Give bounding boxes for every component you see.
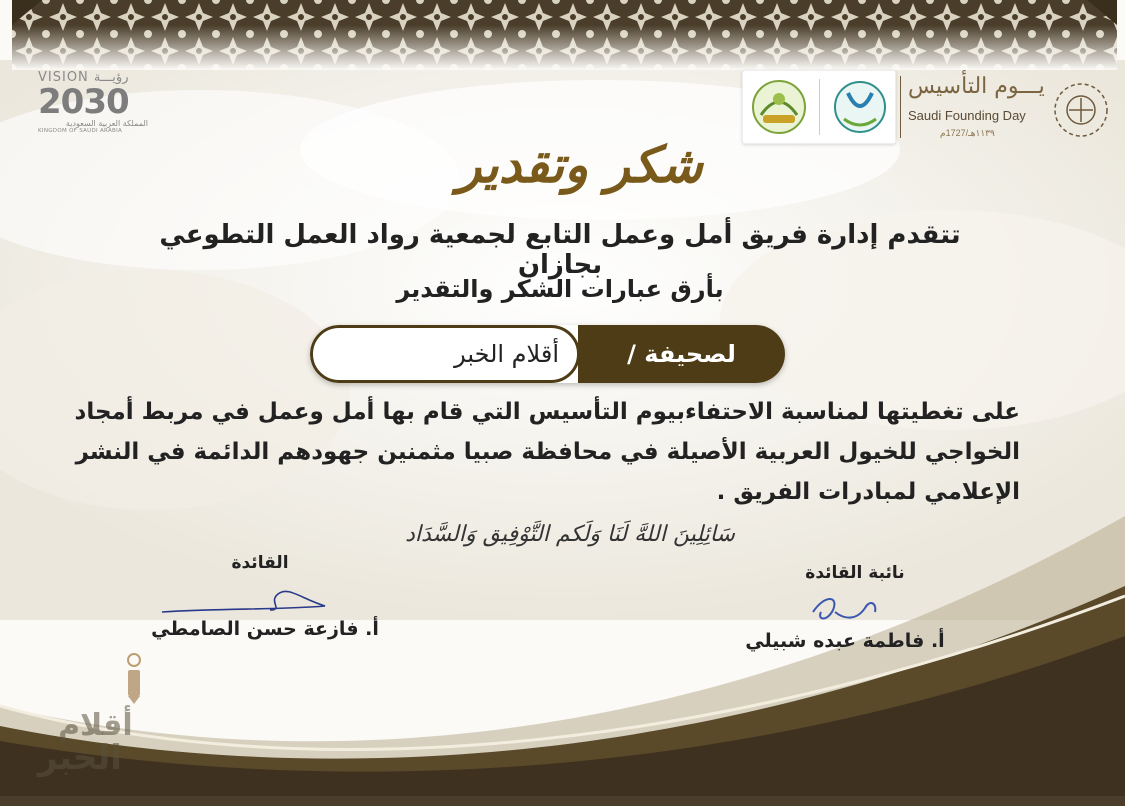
founding-divider xyxy=(900,76,901,138)
recipient-name: أقلام الخبر xyxy=(454,340,559,368)
logo-divider xyxy=(819,79,820,135)
founding-dates: ١١٣٩هـ/1727م xyxy=(940,128,995,138)
watermark-line-1: أقلام xyxy=(58,708,133,743)
aqlam-alkhabar-watermark xyxy=(30,650,150,780)
leader-name: أ. فازعة حسن الصامطي xyxy=(151,618,379,640)
thanks-line: بأرق عبارات الشكر والتقدير xyxy=(396,275,724,303)
leader-title: القائدة xyxy=(231,553,289,573)
vision-2030-logo xyxy=(38,70,158,140)
vision-year: 2030 xyxy=(38,82,129,122)
top-pattern-band xyxy=(12,0,1117,70)
pen-icon xyxy=(122,652,146,704)
prayer-line: سَائِلِينَ اللهَّ لَنَا وَلَكم التَّوْفِيق وَالسَّدَاد xyxy=(405,522,735,547)
vision-label: VISION رؤيـــة xyxy=(38,70,129,85)
intro-line: تتقدم إدارة فريق أمل وعمل التابع لجمعية رواد العمل التطوعي بجازان xyxy=(159,220,961,280)
deputy-signature-icon xyxy=(805,590,885,630)
vision-kingdom-en: KINGDOM OF SAUDI ARABIA xyxy=(38,128,123,134)
certificate-body xyxy=(74,392,1020,512)
leader-signature-icon xyxy=(160,580,330,620)
recipient-prefix-box xyxy=(578,325,785,383)
body-line-2: الخواجي للخيول العربية الأصيلة في محافظة صبيا مثمنين جهودهم الدائمة في النشر xyxy=(75,439,1020,465)
saudi-founding-day-logo xyxy=(900,72,1115,142)
jazan-volunteer-logo-icon xyxy=(829,78,891,136)
deputy-leader-title: نائبة القائدة xyxy=(805,563,905,583)
recipient-name-box xyxy=(310,325,580,383)
amal-wa-amal-logo-icon xyxy=(748,78,810,136)
title-calligraphy: شكر وتقدير xyxy=(457,135,703,194)
founding-emblem-icon xyxy=(1050,80,1112,140)
team-logos-box xyxy=(742,70,896,144)
recipient-prefix: لصحيفة / xyxy=(627,340,736,368)
watermark-line-2: الخبر xyxy=(38,738,122,778)
founding-day-en: Saudi Founding Day xyxy=(908,108,1026,123)
body-line-1: على تغطيتها لمناسبة الاحتفاءبيوم التأسيس التي قام بها أمل وعمل في مربط أمجاد xyxy=(74,399,1020,425)
certificate-title xyxy=(430,115,730,205)
recipient-pill xyxy=(310,325,785,383)
deputy-leader-name: أ. فاطمة عبده شبيلي xyxy=(745,630,945,652)
founding-day-ar: يـــوم التأسيس xyxy=(908,74,1045,99)
body-line-3: الإعلامي لمبادرات الفريق . xyxy=(716,479,1020,505)
vision-kingdom-ar: المملكة العربية السعودية xyxy=(65,119,148,128)
